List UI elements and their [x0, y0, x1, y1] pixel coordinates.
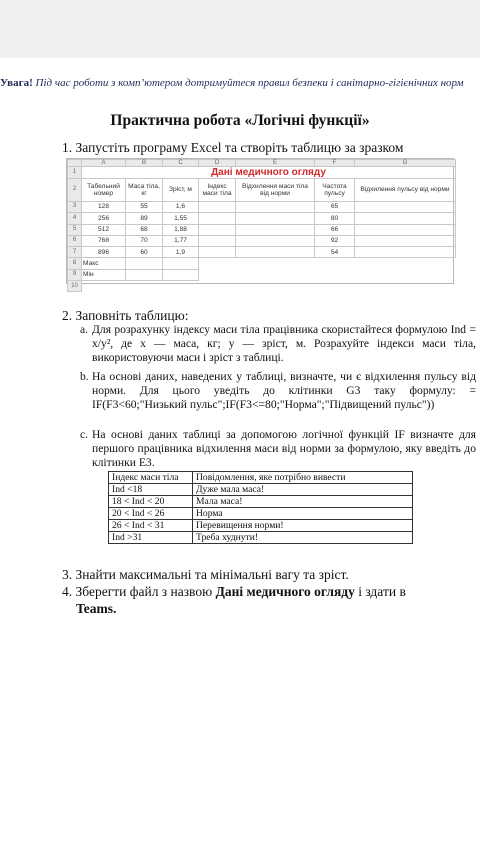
cell: 1,9	[163, 247, 199, 258]
cell	[199, 247, 236, 258]
cell: Ind <18	[109, 484, 193, 496]
cell: 18 < Ind < 20	[109, 496, 193, 508]
col-letter: E	[236, 160, 315, 167]
warning-text: Під час роботи з комп’ютером дотримуйтеся правил безпеки і санітарно-гігієнічних норм	[35, 77, 464, 89]
col-letter: F	[315, 160, 355, 167]
cell: 1,77	[163, 235, 199, 246]
header-cell: Частота пульсу	[315, 179, 355, 202]
cell	[355, 224, 456, 235]
cell: 896	[82, 247, 126, 258]
cell: Дуже мала маса!	[193, 484, 413, 496]
cell: 1,6	[163, 202, 199, 213]
cell	[236, 247, 315, 258]
cell	[199, 235, 236, 246]
cell: 54	[315, 247, 355, 258]
cell: Перевищення норми!	[193, 520, 413, 532]
cell: 60	[126, 247, 163, 258]
cell: 66	[315, 224, 355, 235]
row-number: 6	[68, 235, 82, 246]
cell	[199, 202, 236, 213]
cell: 256	[82, 213, 126, 224]
cell	[355, 247, 456, 258]
cell	[236, 213, 315, 224]
cell: 512	[82, 224, 126, 235]
max-label: Макс	[82, 258, 126, 269]
table-row	[109, 532, 413, 544]
cell	[163, 269, 199, 280]
row-number: 3	[68, 202, 82, 213]
subitem-a-text: Для розрахунку індексу маси тіла працівника скористайтеся формулою Ind = x/y², де x — маса, кг; y — зріст, м. Розрахуйте індекси маси тіла, використовуючи маси і зріст з таблиці.	[92, 323, 476, 365]
table-row	[68, 281, 456, 292]
header-cell: Відхилення маси тіла від норми	[236, 179, 315, 202]
cell	[126, 258, 163, 269]
row-number: 8	[68, 258, 82, 269]
step-3: 3. Знайти максимальні та мінімальні вагу та зріст.	[62, 567, 349, 582]
table-row	[109, 496, 413, 508]
cell: 80	[315, 213, 355, 224]
corner-cell	[68, 160, 82, 167]
cell: 68	[126, 224, 163, 235]
header-cell: Індекс маси тіла	[109, 472, 193, 484]
subitem-b-label: b.	[80, 370, 89, 383]
col-letter: A	[82, 160, 126, 167]
step-4	[62, 584, 406, 600]
table-row	[68, 235, 456, 246]
bmi-message-table	[108, 471, 413, 544]
col-letter: G	[355, 160, 456, 167]
table-header-row	[109, 472, 413, 484]
row-number: 2	[68, 179, 82, 202]
header-cell: Маса тіла, кг	[126, 179, 163, 202]
col-letter: B	[126, 160, 163, 167]
cell	[236, 224, 315, 235]
cell: Мала маса!	[193, 496, 413, 508]
cell: Норма	[193, 508, 413, 520]
excel-sample-table	[66, 158, 454, 289]
col-letter: C	[163, 160, 199, 167]
cell: 128	[82, 202, 126, 213]
subitem-a	[80, 323, 476, 366]
table-row	[109, 520, 413, 532]
excel-title-row	[68, 167, 456, 179]
cell: 1,88	[163, 224, 199, 235]
step-4-filename: Дані медичного огляду	[215, 584, 355, 599]
row-number: 1	[68, 167, 82, 179]
excel-column-letters	[68, 160, 456, 167]
step-1: 1. Запустіть програму Excel та створіть таблицю за зразком	[62, 140, 404, 155]
col-letter: D	[199, 160, 236, 167]
row-number: 5	[68, 224, 82, 235]
cell: 92	[315, 235, 355, 246]
page-title: Практична робота «Логічні функції»	[110, 112, 370, 129]
table-row	[68, 247, 456, 258]
cell	[199, 213, 236, 224]
cell: 1,55	[163, 213, 199, 224]
cell: 768	[82, 235, 126, 246]
cell: Ind >31	[109, 532, 193, 544]
cell: Треба худнути!	[193, 532, 413, 544]
table-row	[109, 484, 413, 496]
step-4-teams: Teams.	[76, 601, 117, 616]
subitem-c-text: На основі даних таблиці за допомогою логічної функцій IF визначте для першого працівника відхилення маси від норми за формулою, яку введіть до клітинки E3.	[92, 428, 476, 470]
header-cell: Відхилення пульсу від норми	[355, 179, 456, 202]
step-4-text-end: і здати в	[354, 584, 406, 599]
header-cell: Повідомлення, яке потрібно вивести	[193, 472, 413, 484]
row-number: 4	[68, 213, 82, 224]
cell	[355, 202, 456, 213]
table-row	[68, 202, 456, 213]
sheet-title: Дані медичного огляду	[82, 167, 456, 179]
top-gray-band	[0, 0, 480, 58]
subitem-c-label: c.	[80, 428, 89, 441]
subitem-a-label: a.	[80, 323, 89, 336]
cell	[355, 213, 456, 224]
cell: 89	[126, 213, 163, 224]
table-row-max	[68, 258, 456, 269]
subitem-b	[80, 370, 476, 413]
table-row-min	[68, 269, 456, 280]
table-row	[109, 508, 413, 520]
table-row	[68, 224, 456, 235]
cell	[163, 258, 199, 269]
cell	[236, 235, 315, 246]
subitem-b-text: На основі даних, наведених у таблиці, визначте, чи є відхилення пульсу від норми. Для цього уведіть до клітинки G3 таку формулу: = IF(F3<60;"Низький пульс";IF(F3<=80;"Норма";"Підвищений пульс"))	[92, 370, 476, 412]
cell: 20 < Ind < 26	[109, 508, 193, 520]
step-2: 2. Заповніть таблицю:	[62, 308, 189, 323]
header-cell: Зріст, м	[163, 179, 199, 202]
step-4-text: 4. Зберегти файл з назвою	[62, 584, 216, 599]
header-cell: Індекс маси тіла	[199, 179, 236, 202]
row-number: 7	[68, 247, 82, 258]
row-number: 10	[68, 281, 82, 292]
cell	[199, 224, 236, 235]
cell: 70	[126, 235, 163, 246]
table-row	[68, 213, 456, 224]
cell	[236, 202, 315, 213]
safety-warning	[0, 77, 480, 89]
cell: 65	[315, 202, 355, 213]
header-cell: Табельний номер	[82, 179, 126, 202]
cell	[355, 235, 456, 246]
min-label: Мін	[82, 269, 126, 280]
warning-label: Увага!	[0, 77, 33, 89]
cell: 26 < Ind < 31	[109, 520, 193, 532]
cell: 55	[126, 202, 163, 213]
subitem-c	[80, 428, 476, 471]
excel-header-row	[68, 179, 456, 202]
cell	[126, 269, 163, 280]
row-number: 9	[68, 269, 82, 280]
